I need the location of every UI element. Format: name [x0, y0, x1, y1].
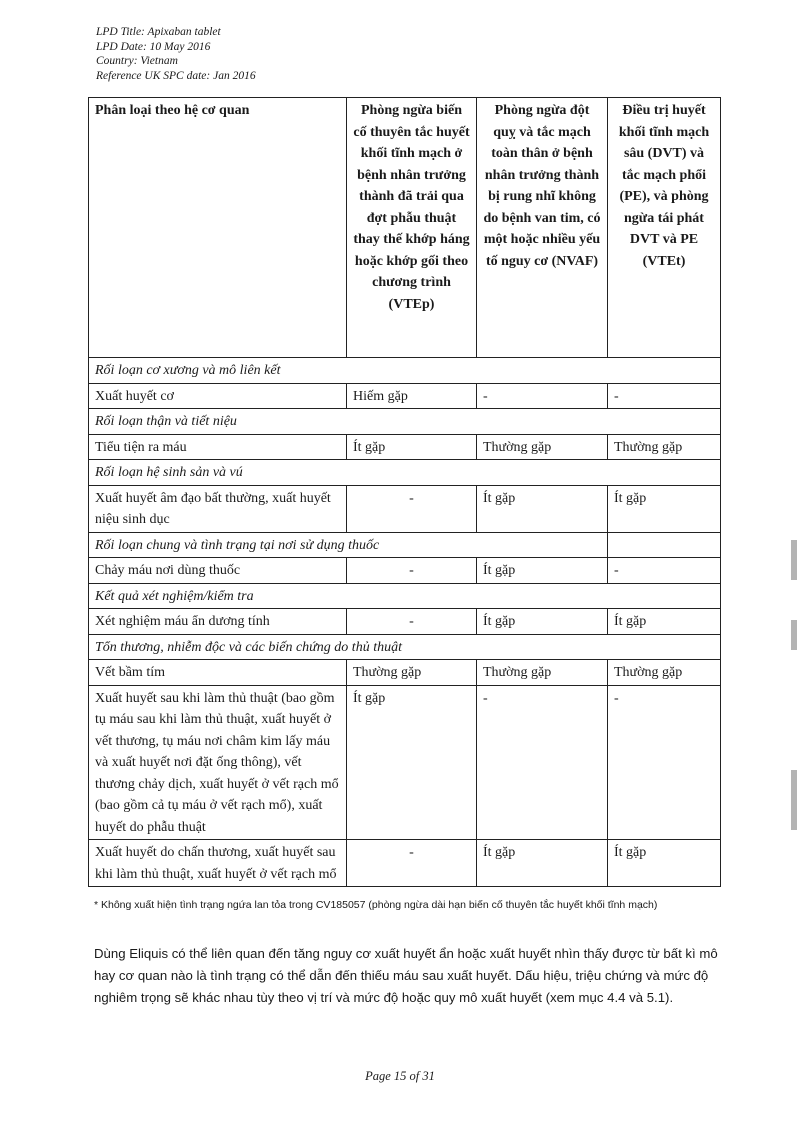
scan-edge-mark [791, 770, 797, 830]
cell-vtep: Thường gặp [347, 660, 477, 686]
cell-vtet: Thường gặp [608, 434, 721, 460]
row-label: Chảy máu nơi dùng thuốc [89, 558, 347, 584]
body-paragraph: Dùng Eliquis có thể liên quan đến tăng nguy cơ xuất huyết ẩn hoặc xuất huyết nhìn thấy được từ bất kì mô hay cơ quan nào là tình trạng có thể dẫn đến thiếu máu sau xuất huyết. Dấu hiệu, triệu chứng và mức độ nghiêm trọng sẽ khác nhau tùy theo vị trí và mức độ hoặc quy mô xuất huyết (xem mục 4.4 và 5.1). [94, 946, 718, 1005]
row-label: Tiểu tiện ra máu [89, 434, 347, 460]
section-title: Rối loạn cơ xương và mô liên kết [89, 358, 721, 384]
cell-vtet: Ít gặp [608, 840, 721, 887]
cell-vtep: Hiếm gặp [347, 383, 477, 409]
table-row [89, 434, 721, 460]
document-header [96, 25, 256, 83]
table-row [89, 383, 721, 409]
cell-nvaf: Ít gặp [477, 485, 608, 532]
cell-vtep: Ít gặp [347, 685, 477, 840]
cell-vtet: Ít gặp [608, 609, 721, 635]
page-number: Page 15 of 31 [365, 1069, 435, 1083]
cell-vtep: - [347, 840, 477, 887]
cell-nvaf: - [477, 685, 608, 840]
header-reference: Reference UK SPC date: Jan 2016 [96, 69, 256, 82]
cell-vtet: - [608, 685, 721, 840]
section-row [89, 634, 721, 660]
header-date: LPD Date: 10 May 2016 [96, 40, 211, 53]
table-row [89, 685, 721, 840]
table-footnote: * Không xuất hiện tình trạng ngứa lan tỏa trong CV185057 (phòng ngừa dài hạn biến cố thuyên tắc huyết khối tĩnh mạch) [94, 899, 658, 911]
section-title: Kết quả xét nghiệm/kiểm tra [89, 583, 721, 609]
table-row [89, 660, 721, 686]
row-label: Xuất huyết do chấn thương, xuất huyết sau khi làm thủ thuật, xuất huyết ở vết rạch mổ [89, 840, 347, 887]
table-header-row [89, 98, 721, 358]
section-title: Rối loạn chung và tình trạng tại nơi sử dụng thuốc [89, 532, 608, 558]
row-label: Vết bầm tím [89, 660, 347, 686]
cell-vtep: - [347, 558, 477, 584]
cell-nvaf: Thường gặp [477, 660, 608, 686]
cell-vtep: - [347, 609, 477, 635]
cell-vtet: Ít gặp [608, 485, 721, 532]
section-title: Rối loạn hệ sinh sản và vú [89, 460, 721, 486]
adverse-reactions-table [88, 97, 721, 887]
section-row [89, 460, 721, 486]
row-label: Xét nghiệm máu ẩn dương tính [89, 609, 347, 635]
column-header-vtet: Điều trị huyết khối tĩnh mạch sâu (DVT) và tắc mạch phổi (PE), và phòng ngừa tái phát DVT và PE (VTEt) [608, 98, 721, 358]
cell-vtet: - [608, 558, 721, 584]
column-header-nvaf: Phòng ngừa đột quỵ và tắc mạch toàn thân ở bệnh nhân trưởng thành bị rung nhĩ không do bệnh van tim, có một hoặc nhiều yếu tố nguy cơ (NVAF) [477, 98, 608, 358]
cell-vtep: Ít gặp [347, 434, 477, 460]
section-title: Tổn thương, nhiễm độc và các biến chứng do thủ thuật [89, 634, 721, 660]
row-label: Xuất huyết sau khi làm thủ thuật (bao gồm tụ máu sau khi làm thủ thuật, xuất huyết ở vết thương, tụ máu nơi châm kim lấy máu và xuất huyết nơi đặt ống thông), vết thương chảy dịch, xuất huyết ở vết rạch mổ (bao gồm cả tụ máu ở vết rạch mổ), xuất huyết do phẫu thuật [89, 685, 347, 840]
header-title: LPD Title: Apixaban tablet [96, 26, 221, 38]
section-empty-cell [608, 532, 721, 558]
section-row [89, 358, 721, 384]
column-header-vtep: Phòng ngừa biến cố thuyên tắc huyết khối tĩnh mạch ở bệnh nhân trưởng thành đã trải qua đợt phẫu thuật thay thế khớp háng hoặc khớp gối theo chương trình (VTEp) [347, 98, 477, 358]
section-row [89, 409, 721, 435]
header-country: Country: Vietnam [96, 55, 178, 68]
row-label: Xuất huyết âm đạo bất thường, xuất huyết niệu sinh dục [89, 485, 347, 532]
cell-nvaf: Ít gặp [477, 840, 608, 887]
scan-edge-mark [791, 620, 797, 650]
table-row [89, 840, 721, 887]
table-row [89, 609, 721, 635]
section-row [89, 583, 721, 609]
cell-nvaf: - [477, 383, 608, 409]
cell-vtet: Thường gặp [608, 660, 721, 686]
column-header-organ-class: Phân loại theo hệ cơ quan [89, 98, 347, 358]
scan-edge-mark [791, 540, 797, 580]
section-title: Rối loạn thận và tiết niệu [89, 409, 721, 435]
section-row [89, 532, 721, 558]
cell-nvaf: Ít gặp [477, 609, 608, 635]
table-row [89, 485, 721, 532]
table-row [89, 558, 721, 584]
row-label: Xuất huyết cơ [89, 383, 347, 409]
cell-vtet: - [608, 383, 721, 409]
cell-nvaf: Thường gặp [477, 434, 608, 460]
cell-nvaf: Ít gặp [477, 558, 608, 584]
cell-vtep: - [347, 485, 477, 532]
